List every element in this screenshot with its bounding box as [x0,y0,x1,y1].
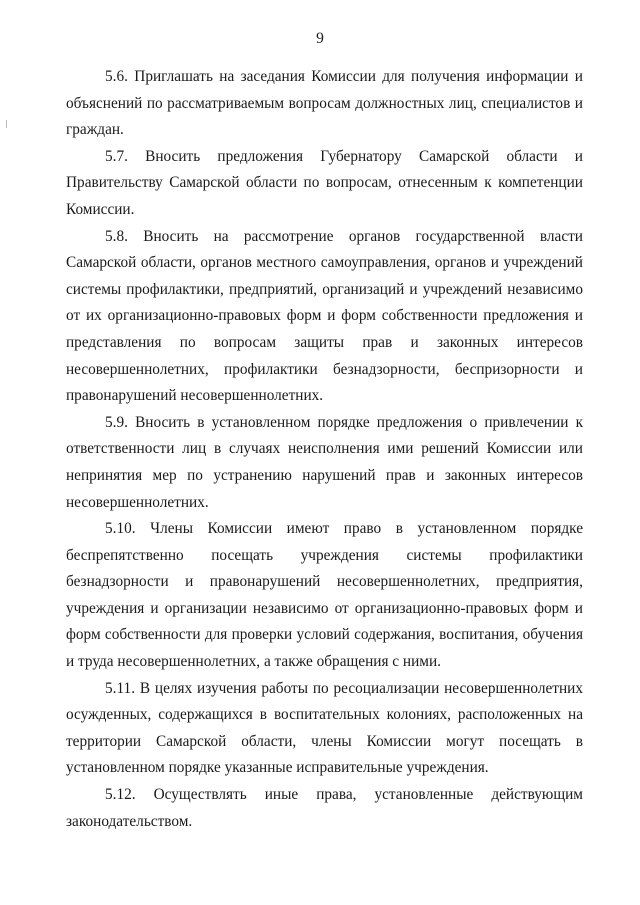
paragraph-5-7: 5.7. Вносить предложения Губернатору Самарской области и Правительству Самарской области по вопросам, отнесенным к компетенции Комиссии. [66,147,583,218]
page-number: 9 [316,30,324,47]
paragraph-5-6: 5.6. Приглашать на заседания Комиссии для получения информации и объяснений по рассматриваемым вопросам должностных лиц, специалистов и граждан. [66,68,583,139]
paragraph-5-12: 5.12. Осуществлять иные права, установленные действующим законодательством. [66,786,583,830]
paragraph-5-9: 5.9. Вносить в установленном порядке предложения о привлечении к ответственности лиц в случаях неисполнения ими решений Комиссии или непринятия мер по устранению нарушений прав и законных интересов несовершеннолетних. [66,413,583,511]
document-body [66,64,583,835]
paragraph-5-10: 5.10. Члены Комиссии имеют право в установленном порядке беспрепятственно посещать учреждения системы профилактики безнадзорности и правонарушений несовершеннолетних, предприятия, учреждения и организации независимо от организационно-правовых форм и форм собственности для проверки условий содержания, воспитания, обучения и труда несовершеннолетних, а также обращения с ними. [66,520,583,671]
paragraph-5-8: 5.8. Вносить на рассмотрение органов государственной власти Самарской области, органов местного самоуправления, органов и учреждений системы профилактики, предприятий, организаций и учреждений независимо от их организационно-правовых форм и форм собственности предложения и представления по вопросам защиты прав и законных интересов несовершеннолетних, профилактики безнадзорности, беспризорности и правонарушений несовершеннолетних. [66,227,583,405]
scan-edge-mark [6,120,7,128]
paragraph-5-11: 5.11. В целях изучения работы по ресоциализации несовершеннолетних осужденных, содержащихся в воспитательных колониях, расположенных на территории Самарской области, члены Комиссии могут посещать в установленном порядке указанные исправительные учреждения. [66,679,583,777]
